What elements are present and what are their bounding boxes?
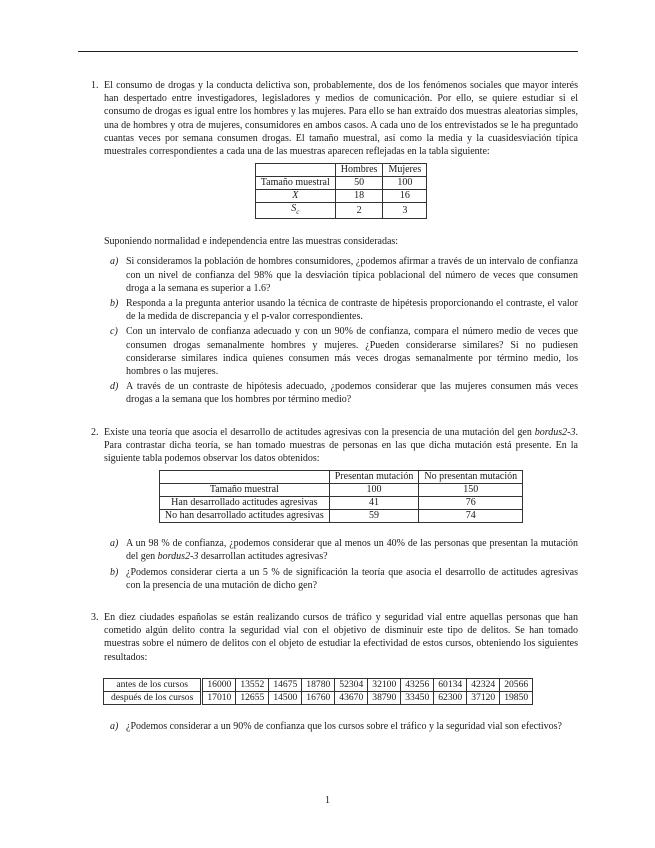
sample-stats-table [255,163,427,219]
subquestion [110,325,578,378]
row-label: Tamaño muestral [255,177,335,190]
table-row [159,484,522,497]
problem-2 [91,426,578,592]
table-cell: 17010 [202,691,236,704]
subquestion [110,720,578,733]
table-cell: 43670 [335,691,368,704]
table-cell: 100 [383,177,427,190]
table-cell: 12655 [236,691,269,704]
problem-3-questions [91,720,578,733]
table-cell: 100 [329,484,419,497]
subquestion-label: b) [110,566,119,578]
table-row [159,510,522,523]
row-label: No han desarrollado actitudes agresivas [159,510,329,523]
sd-subscript: c [296,208,300,217]
table-cell: 60134 [434,678,467,691]
table-cell: 62300 [434,691,467,704]
subquestion-text: desarrollan actitudes agresivas? [198,551,328,563]
subquestion-text: A un 98 % de confianza, ¿podemos considerar que al menos un 40% de las personas que presentan la mutación del gen [126,538,578,563]
row-label: después de los cursos [104,691,202,704]
subquestion-label: c) [110,326,118,338]
gene-name: bordus2-3 [157,551,199,563]
table-header-cell: Mujeres [383,164,427,177]
row-label: Tamaño muestral [159,484,329,497]
problem-number: 2. [91,426,99,438]
problem-statement: En diez ciudades españolas se están realizando cursos de tráfico y seguridad vial entre aquellas personas que han cometido algún delito contra la seguridad vial con el objetivo de disminuir este tipo de delitos. Se han tomado muestras sobre el número de delitos con el objeto de estudiar la efectividad de estos cursos, obteniendo los siguientes resultados: [104,612,578,663]
subquestion [110,566,578,592]
page-content [91,79,578,735]
table-cell: 76 [419,497,523,510]
problem-statement [104,426,578,466]
table-cell: 37120 [467,691,500,704]
table-cell: 43256 [401,678,434,691]
table-header-cell: Presentan mutación [329,471,419,484]
subquestion-text: A través de un contraste de hipótesis adecuado, ¿podemos considerar que las mujeres consumen más veces drogas a la semana que los hombres por término medio? [126,381,578,406]
table-header-cell: No presentan mutación [419,471,523,484]
table-cell: 150 [419,484,523,497]
problem-statement: El consumo de drogas y la conducta delictiva son, probablemente, dos de los fenómenos sociales que mayor interés han despertado entre investigadores, legisladores y medios de comunicación. Por ello, se quiere estudiar si el consumo de drogas es igual entre los hombres y las mujeres. Para ello se han extraído dos muestras aleatorias simples, una de hombres y otra de mujeres, consumidores en ambos casos. A cada uno de los entrevistados se le ha preguntado cuantas veces por semana consumen drogas. El tamaño muestral, así como la media y la cuasidesviación típica muestrales correspondientes a cada una de las muestras aparecen reflejadas en la tabla siguiente: [104,80,578,158]
table-row [255,177,426,190]
table-cell: 16 [383,190,427,203]
table-cell: 14675 [269,678,302,691]
table-cell: 16000 [202,678,236,691]
row-label: Han desarrollado actitudes agresivas [159,497,329,510]
row-label [255,190,335,203]
subquestion-text: ¿Podemos considerar a un 90% de confianza que los cursos sobre el tráfico y la seguridad vial son efectivos? [126,720,562,732]
subquestion [110,537,578,563]
mutation-table [159,470,523,523]
table-header-cell [159,471,329,484]
subquestion-label: a) [110,538,119,550]
table-cell: 16760 [302,691,335,704]
table-cell: 13552 [236,678,269,691]
table-cell: 52304 [335,678,368,691]
problem-number: 3. [91,612,99,624]
table-row [104,691,533,704]
subquestion-label: d) [110,381,119,393]
table-row [255,203,426,219]
subquestion-text: Con un intervalo de confianza adecuado y con un 90% de confianza, compara el número medio de veces que consumen drogas semanalmente hombres y mujeres. ¿Pueden considerarse similares? Si no pudiesen considerarse similares indica quienes consumen más veces drogas semanalmente por término medio, los hombres o las mujeres. [126,326,578,378]
subquestion-label: a) [110,720,119,732]
page-number: 1 [325,795,330,806]
table-cell: 3 [383,203,427,219]
table-cell: 38790 [368,691,401,704]
subquestion-text: ¿Podemos considerar cierta a un 5 % de significación la teoría que asocia el desarrollo de actitudes agresivas con la presencia de una mutación de dicho gen? [126,566,578,591]
header-rule [78,51,578,52]
statement-part: Existe una teoría que asocia el desarrollo de actitudes agresivas con la presencia de una mutación del gen [104,426,535,438]
table-cell: 20566 [500,678,533,691]
table-cell: 42324 [467,678,500,691]
problem-1 [91,79,578,407]
table-header-cell [255,164,335,177]
subquestion-label: a) [110,256,119,268]
table-cell: 59 [329,510,419,523]
table-cell: 18 [335,190,383,203]
table-row [104,678,533,691]
table-cell: 74 [419,510,523,523]
table-cell: 14500 [269,691,302,704]
assumption-text: Suponiendo normalidad e independencia entre las muestras consideradas: [104,236,399,248]
gene-name: bordus2-3 [534,426,576,438]
subquestion-label: b) [110,298,119,310]
row-label [255,203,335,219]
subquestion [110,255,578,295]
table-cell: 50 [335,177,383,190]
subquestion-list [104,255,578,406]
problem-3 [91,611,578,664]
subquestion-list [104,537,578,592]
subquestion-text: Si consideramos la población de hombres consumidores, ¿podemos afirmar a través de un intervalo de confianza con un nivel de confianza del 98% que la desviación típica poblacional del número de veces que consumen droga a la semana es superior a 1.6? [126,256,578,294]
subquestion-list [104,720,578,733]
table-cell: 18780 [302,678,335,691]
sd-symbol: S [291,203,297,215]
table-header-row [255,164,426,177]
mean-symbol: $\overline{X}$ [292,190,299,202]
table-row [159,497,522,510]
subquestion-text: Responda a la pregunta anterior usando la técnica de contraste de hipétesis proporcionando el contraste, el valor de la medida de discrepancia y el p-valor correspondientes. [126,298,578,323]
row-label: antes de los cursos [104,678,202,691]
subquestion [110,380,578,406]
table-header-cell: Hombres [335,164,383,177]
table-row [255,190,426,203]
subquestion [110,297,578,323]
table-cell: 32100 [368,678,401,691]
table-cell: 19850 [500,691,533,704]
table-cell: 41 [329,497,419,510]
statement-part: . Para contrastar dicha teoría, se han tomado muestras de personas en las que dicha mutación está presente. En la siguiente tabla podemos observar los datos obtenidos: [104,426,578,465]
offenses-table [103,678,533,705]
table-header-row [159,471,522,484]
table-cell: 33450 [401,691,434,704]
table-cell: 2 [335,203,383,219]
problem-number: 1. [91,80,99,91]
